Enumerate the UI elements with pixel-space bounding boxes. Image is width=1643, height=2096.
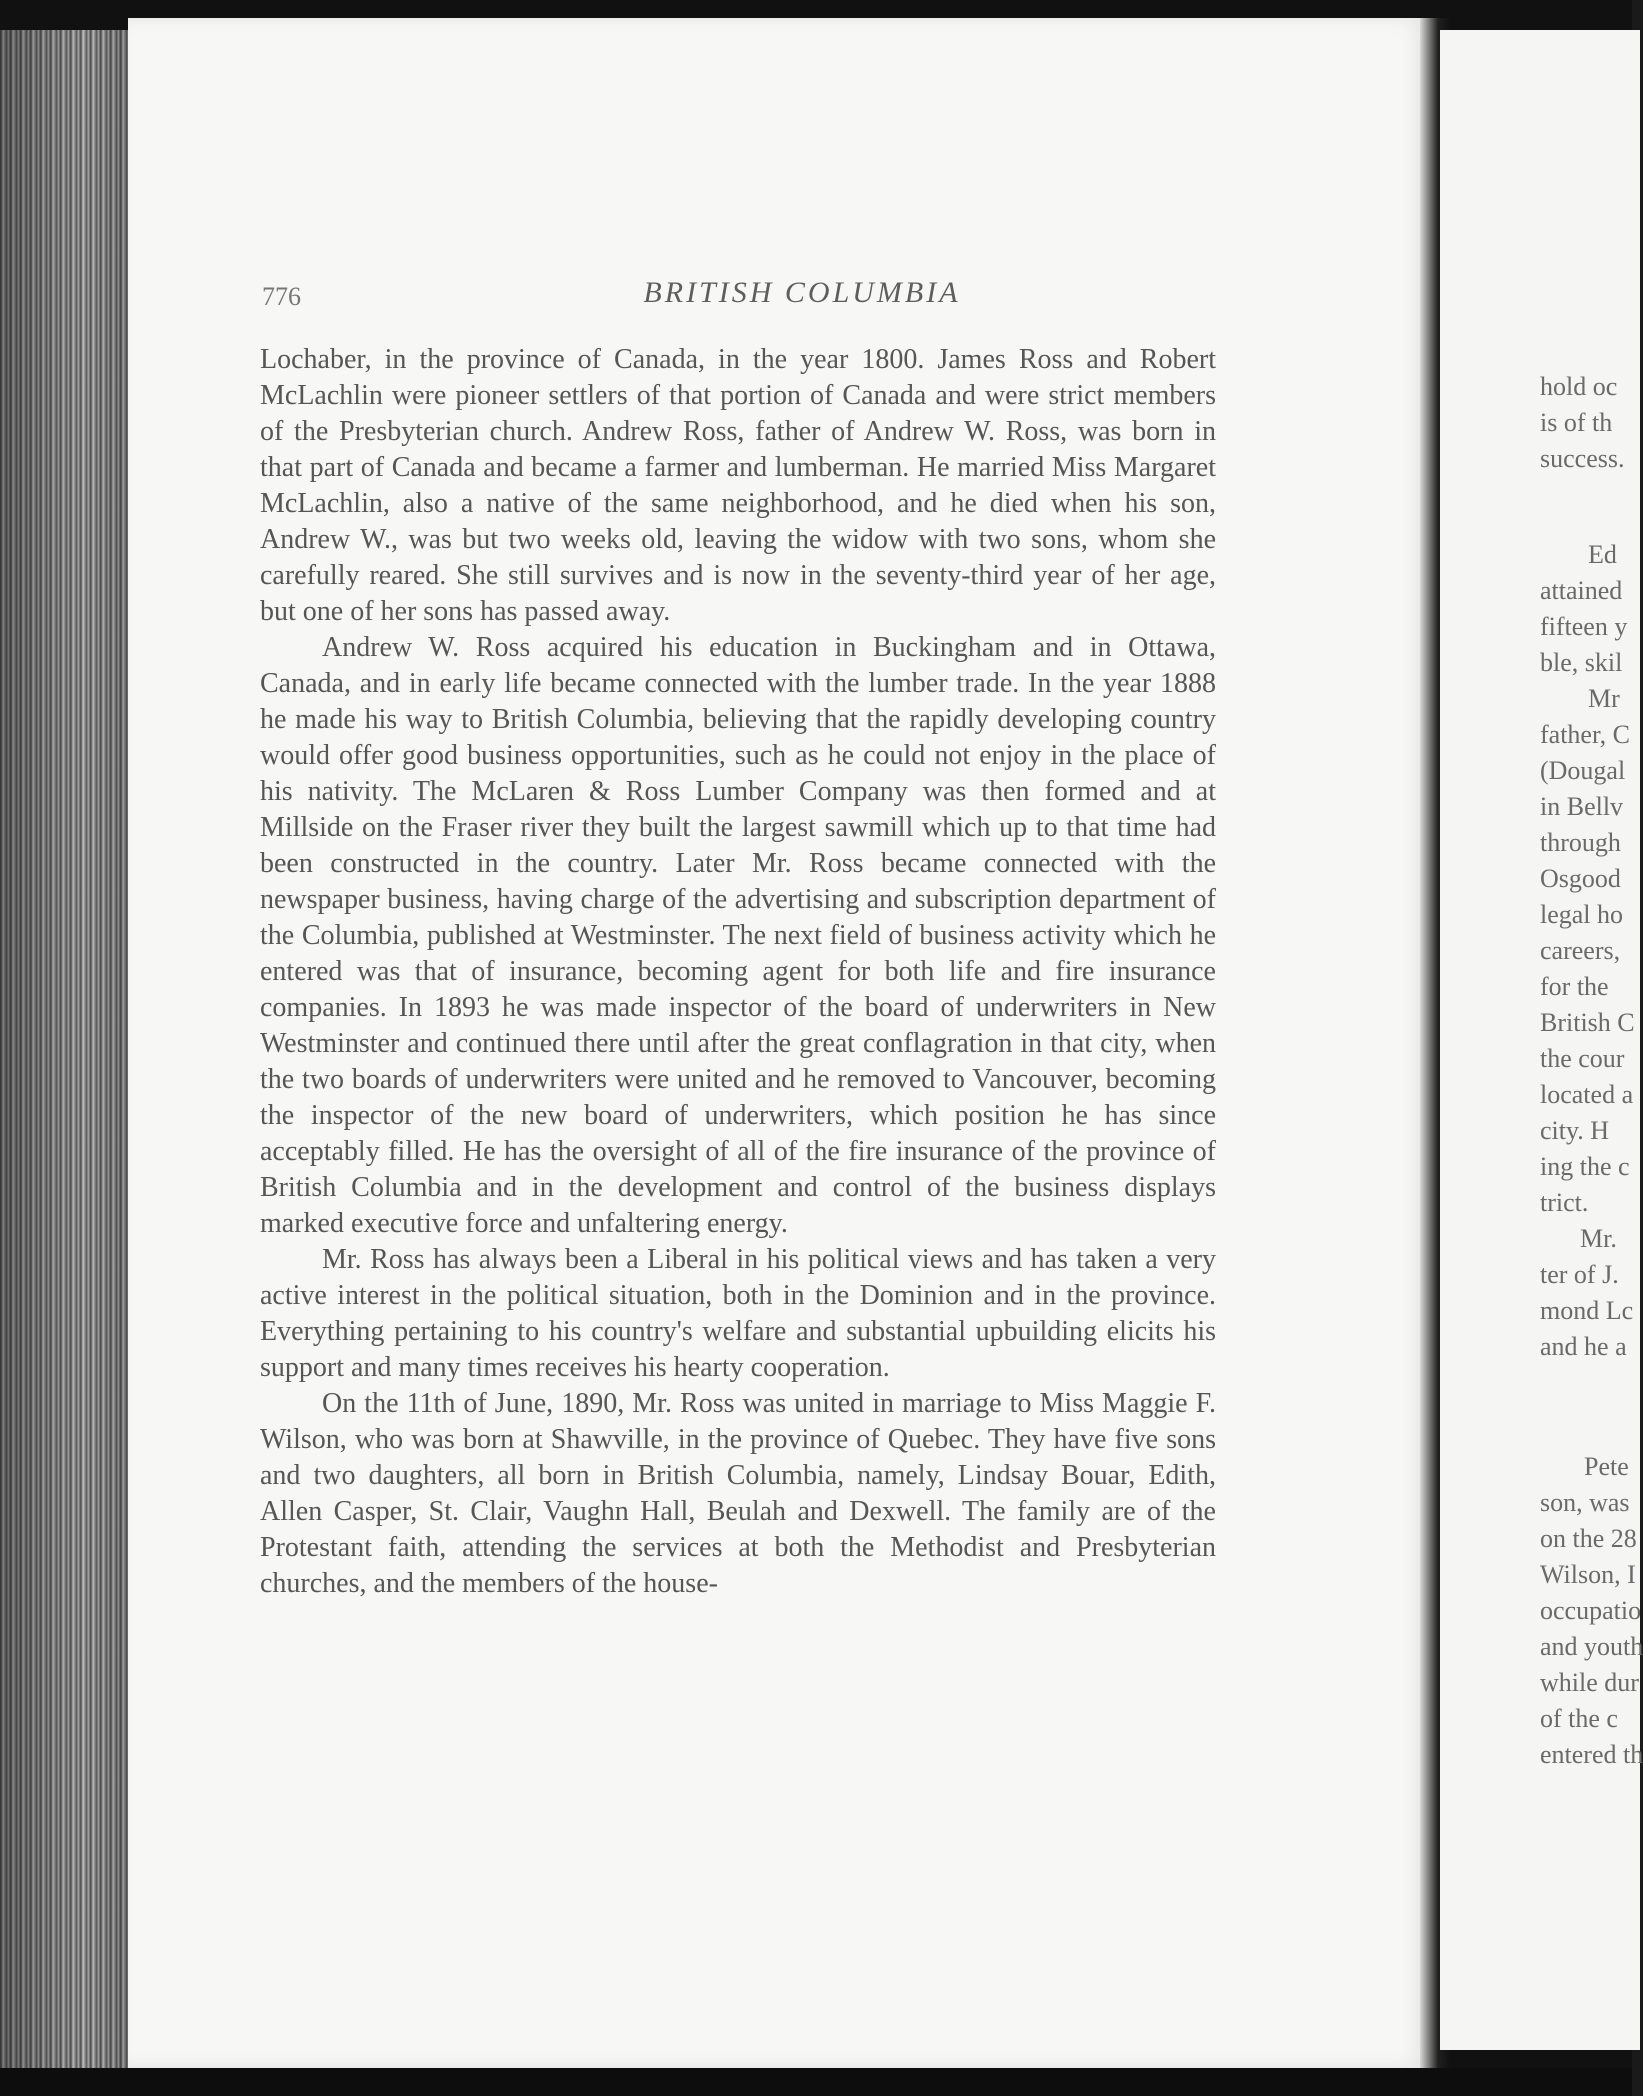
facing-page-line: Mr xyxy=(1588,684,1620,713)
facing-page-line: on the 28 xyxy=(1540,1524,1637,1553)
facing-page-line: while dur xyxy=(1540,1668,1639,1697)
facing-page-line: ble, skil xyxy=(1540,648,1623,677)
facing-page-line: Ed xyxy=(1588,540,1617,569)
facing-page-line: (Dougal xyxy=(1540,756,1626,785)
facing-page-line: British C xyxy=(1540,1008,1635,1037)
paragraph: Lochaber, in the province of Canada, in the year 1800. James Ross and Robert McLachlin were pioneer settlers of that portion of Canada and were strict members of the Presbyterian church. Andrew Ross, father of Andrew W. Ross, was born in that part of Canada and became a farmer and lumberman. He married Miss Margaret McLachlin, also a native of the same neighborhood, and he died when his son, Andrew W., was but two weeks old, leaving the widow with two sons, whom she carefully reared. She still survives and is now in the seventy-third year of her age, but one of her sons has passed away. xyxy=(260,344,1216,627)
facing-page-line: for the xyxy=(1540,972,1609,1001)
facing-page-line: father, C xyxy=(1540,720,1630,749)
facing-page-line: legal ho xyxy=(1540,900,1624,929)
facing-page xyxy=(1440,30,1643,2050)
facing-page-line: in Bellv xyxy=(1540,792,1624,821)
page-edge-shadow xyxy=(0,30,140,2070)
page-header xyxy=(262,276,1342,326)
facing-page-line: and youth xyxy=(1540,1632,1643,1661)
facing-page-line: Wilson, I xyxy=(1540,1560,1636,1589)
facing-page-line: attained xyxy=(1540,576,1623,605)
facing-page-line: mond Lc xyxy=(1540,1296,1634,1325)
facing-page-line: success. xyxy=(1540,444,1625,473)
facing-page-line: son, was xyxy=(1540,1488,1630,1517)
facing-page-line: entered th xyxy=(1540,1740,1643,1769)
paragraph: On the 11th of June, 1890, Mr. Ross was united in marriage to Miss Maggie F. Wilson, who was born at Shawville, in the province of Quebec. They have five sons and two daughters, all born in British Columbia, namely, Lindsay Bouar, Edith, Allen Casper, St. Clair, Vaughn Hall, Beulah and Dexwell. The family are of the Protestant faith, attending the services at both the Methodist and Presbyterian churches, and the members of the house- xyxy=(260,1388,1216,1599)
facing-page-line: careers, xyxy=(1540,936,1621,965)
scanner-bottom-edge xyxy=(0,2068,1632,2096)
facing-page-line: ing the c xyxy=(1540,1152,1630,1181)
facing-page-line: located a xyxy=(1540,1080,1634,1109)
facing-page-line: fifteen y xyxy=(1540,612,1628,641)
body-text xyxy=(260,342,1216,1602)
facing-page-line: Osgood xyxy=(1540,864,1621,893)
facing-page-line: of the c xyxy=(1540,1704,1618,1733)
facing-page-line: city. H xyxy=(1540,1116,1610,1145)
facing-page-line: through xyxy=(1540,828,1621,857)
facing-page-line: Pete xyxy=(1584,1452,1629,1481)
running-title: BRITISH COLUMBIA xyxy=(643,276,961,309)
page-number: 776 xyxy=(262,282,301,311)
facing-page-line: ter of J. xyxy=(1540,1260,1619,1289)
facing-page-line: trict. xyxy=(1540,1188,1589,1217)
paragraph: Andrew W. Ross acquired his education in Buckingham and in Ottawa, Canada, and in early life became connected with the lumber trade. In the year 1888 he made his way to British Columbia, believing that the rapidly developing country would offer good business opportunities, such as he could not enjoy in the place of his nativity. The McLaren & Ross Lumber Company was then formed and at Millside on the Fraser river they built the largest sawmill which up to that time had been constructed in the country. Later Mr. Ross became connected with the newspaper business, having charge of the advertising and subscription department of the Columbia, published at Westminster. The next field of business activity which he entered was that of insurance, becoming agent for both life and fire insurance companies. In 1893 he was made inspector of the board of underwriters in New Westminster and continued there until after the great conflagration in that city, when the two boards of underwriters were united and he removed to Vancouver, becoming the inspector of the new board of underwriters, which position he has since acceptably filled. He has the oversight of all of the fire insurance of the province of British Columbia and in the development and control of the business displays marked executive force and unfaltering energy. xyxy=(260,632,1216,1239)
facing-page-line: hold oc xyxy=(1540,372,1618,401)
paragraph: Mr. Ross has always been a Liberal in his political views and has taken a very active interest in the political situation, both in the Dominion and in the province. Everything pertaining to his country's welfare and substantial upbuilding elicits his support and many times receives his hearty cooperation. xyxy=(260,1244,1216,1383)
facing-page-line: and he a xyxy=(1540,1332,1627,1361)
facing-page-line: the cour xyxy=(1540,1044,1625,1073)
facing-page-line: Mr. xyxy=(1580,1224,1617,1253)
facing-page-line: occupatio xyxy=(1540,1596,1642,1625)
facing-page-line: is of th xyxy=(1540,408,1613,437)
